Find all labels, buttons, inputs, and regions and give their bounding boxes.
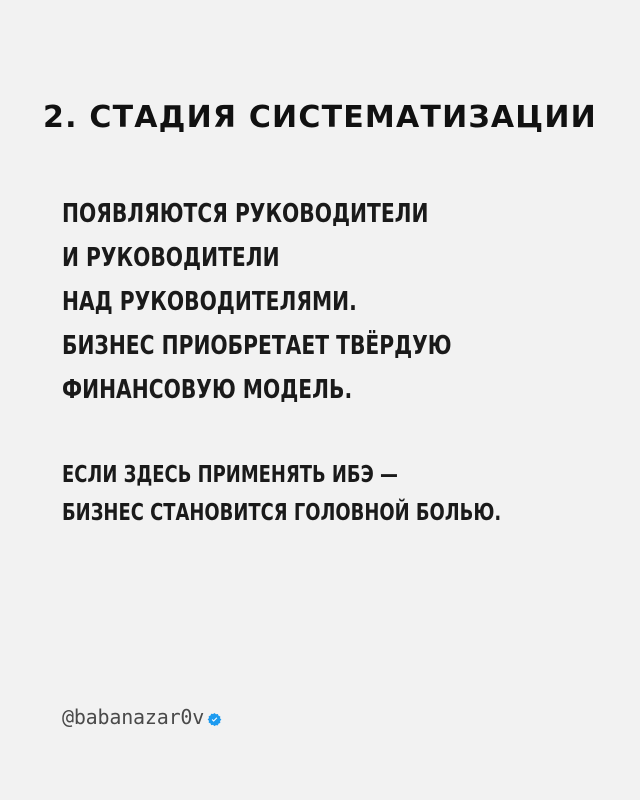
text-line: ФИНАНСОВУЮ МОДЕЛЬ. xyxy=(62,375,353,405)
verified-badge-icon xyxy=(207,712,222,727)
paragraph-1 xyxy=(62,192,581,412)
body-text-block xyxy=(62,192,582,532)
author-handle-row[interactable] xyxy=(62,705,222,729)
paragraph-2 xyxy=(62,456,581,532)
author-handle: @babanazar0v xyxy=(62,705,205,729)
text-line: НАД РУКОВОДИТЕЛЯМИ. xyxy=(62,287,357,317)
text-line: И РУКОВОДИТЕЛИ xyxy=(62,243,280,273)
page-title: 2. СТАДИЯ СИСТЕМАТИЗАЦИИ xyxy=(43,100,597,135)
text-line: БИЗНЕС ПРИОБРЕТАЕТ ТВЁРДУЮ xyxy=(62,331,452,361)
text-line: ПОЯВЛЯЮТСЯ РУКОВОДИТЕЛИ xyxy=(62,199,429,229)
text-line: БИЗНЕС СТАНОВИТСЯ ГОЛОВНОЙ БОЛЬЮ. xyxy=(62,500,502,526)
text-line: ЕСЛИ ЗДЕСЬ ПРИМЕНЯТЬ ИБЭ — xyxy=(62,462,398,488)
